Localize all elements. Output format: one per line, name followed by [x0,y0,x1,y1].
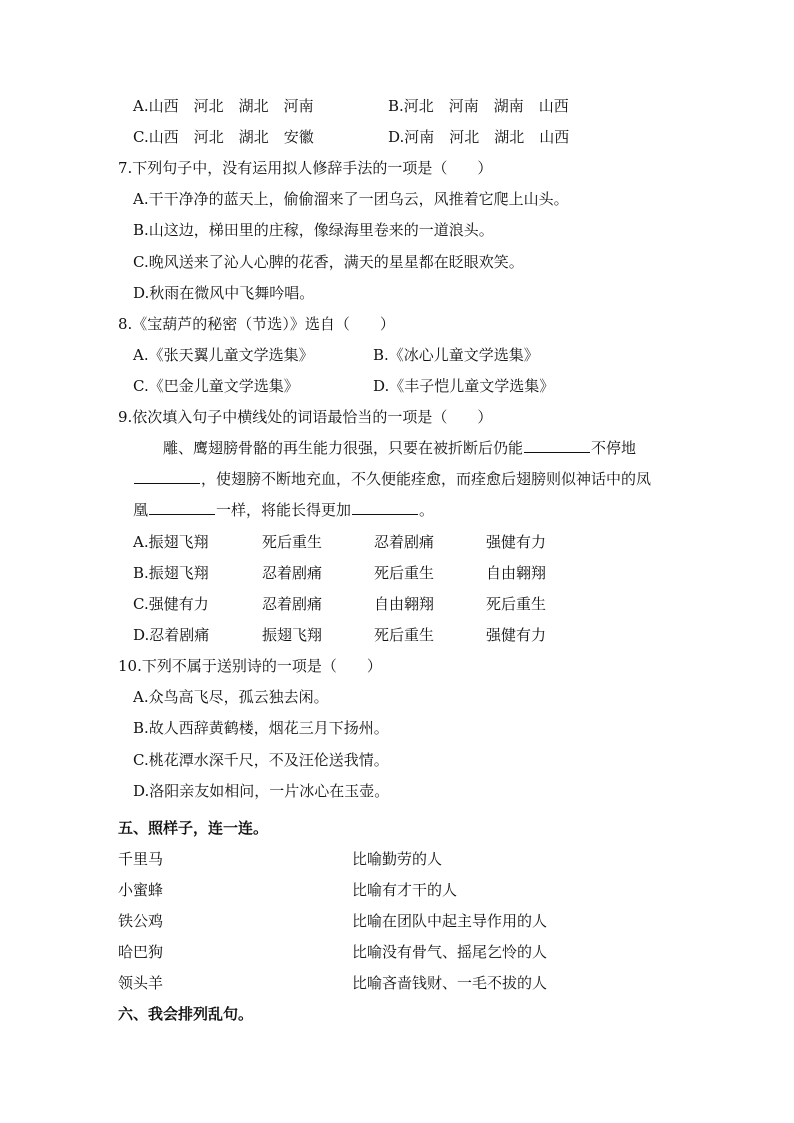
match-left-item[interactable]: 小蜜蜂 [118,881,164,899]
q9-option-d-2: 振翅飞翔 [262,626,323,644]
q9-blank-4[interactable] [352,500,418,515]
q7-option-d: D.秋雨在微风中飞舞吟唱。 [133,284,315,302]
q10-option-d: D.洛阳亲友如相问，一片冰心在玉壶。 [133,782,390,800]
q6-option-d: D.河南 河北 湖北 山西 [388,128,570,146]
q9-text-3c: 。 [419,501,435,519]
q9-blank-3[interactable] [149,500,215,515]
q8-option-a: A.《张天翼儿童文学选集》 [133,346,314,364]
q9-option-a-2: 死后重生 [262,533,323,551]
q6-option-b: B.河北 河南 湖南 山西 [388,97,569,115]
match-left-item[interactable]: 千里马 [118,850,164,868]
q7-option-c: C.晚风送来了沁人心脾的花香，满天的星星都在眨眼欢笑。 [133,253,524,271]
match-left-item[interactable]: 铁公鸡 [118,912,164,930]
q9-text-2: ，使翅膀不断地充血，不久便能痊愈，而痊愈后翅膀则似神话中的凤 [201,470,652,488]
q9-blank-2[interactable] [134,469,200,484]
match-right-item[interactable]: 比喻有才干的人 [352,881,458,899]
match-right-item[interactable]: 比喻在团队中起主导作用的人 [352,912,548,930]
q9-option-c-4: 死后重生 [486,595,547,613]
q9-stem: 9.依次填入句子中横线处的词语最恰当的一项是（ ） [118,408,493,426]
q7-option-a: A.干干净净的蓝天上，偷偷溜来了一团乌云，风推着它爬上山头。 [133,190,569,208]
q9-text-3b: 一样，将能长得更加 [216,501,352,519]
q9-option-b-2: 忍着剧痛 [262,564,323,582]
q10-stem: 10.下列不属于送别诗的一项是（ ） [118,657,382,675]
match-left-item[interactable]: 哈巴狗 [118,943,164,961]
q8-stem: 8.《宝葫芦的秘密（节选）》选自（ ） [118,315,395,333]
q9-paragraph-line1 [163,438,636,458]
section5-title: 五、照样子，连一连。 [118,819,269,837]
q8-option-d: D.《丰子恺儿童文学选集》 [373,377,555,395]
q10-option-c: C.桃花潭水深千尺，不及汪伦送我情。 [133,751,389,769]
q6-option-c: C.山西 河北 湖北 安徽 [133,128,314,146]
q9-option-b-4: 自由翱翔 [486,564,547,582]
q9-option-d-3: 死后重生 [374,626,435,644]
q9-text-1b: 不停地 [591,439,637,457]
q9-option-a-1: A.振翅飞翔 [133,533,209,551]
q8-option-b: B.《冰心儿童文学选集》 [373,346,539,364]
q7-option-b: B.山这边，梯田里的庄稼，像绿海里卷来的一道浪头。 [133,221,494,239]
q8-option-c: C.《巴金儿童文学选集》 [133,377,299,395]
q9-option-d-4: 强健有力 [486,626,547,644]
q6-option-a: A.山西 河北 湖北 河南 [133,97,314,115]
q9-option-c-1: C.强健有力 [133,595,209,613]
match-right-item[interactable]: 比喻吝啬钱财、一毛不拔的人 [352,974,548,992]
q9-text-3a: 凰 [133,501,149,519]
q9-option-c-3: 自由翱翔 [374,595,435,613]
q9-paragraph-line2 [133,469,651,489]
q9-text-1a: 雕、鹰翅膀骨骼的再生能力很强，只要在被折断后仍能 [163,439,524,457]
q7-stem: 7.下列句子中，没有运用拟人修辞手法的一项是（ ） [118,159,493,177]
match-right-item[interactable]: 比喻勤劳的人 [352,850,443,868]
section6-title: 六、我会排列乱句。 [118,1005,254,1023]
q9-option-c-2: 忍着剧痛 [262,595,323,613]
match-left-item[interactable]: 领头羊 [118,974,164,992]
q9-option-b-3: 死后重生 [374,564,435,582]
q9-blank-1[interactable] [524,438,590,453]
match-right-item[interactable]: 比喻没有骨气、摇尾乞怜的人 [352,943,548,961]
q10-option-b: B.故人西辞黄鹤楼，烟花三月下扬州。 [133,719,389,737]
q10-option-a: A.众鸟高飞尽，孤云独去闲。 [133,688,329,706]
q9-option-a-3: 忍着剧痛 [374,533,435,551]
q9-option-b-1: B.振翅飞翔 [133,564,209,582]
q9-paragraph-line3 [133,500,434,520]
q9-option-a-4: 强健有力 [486,533,547,551]
q9-option-d-1: D.忍着剧痛 [133,626,210,644]
